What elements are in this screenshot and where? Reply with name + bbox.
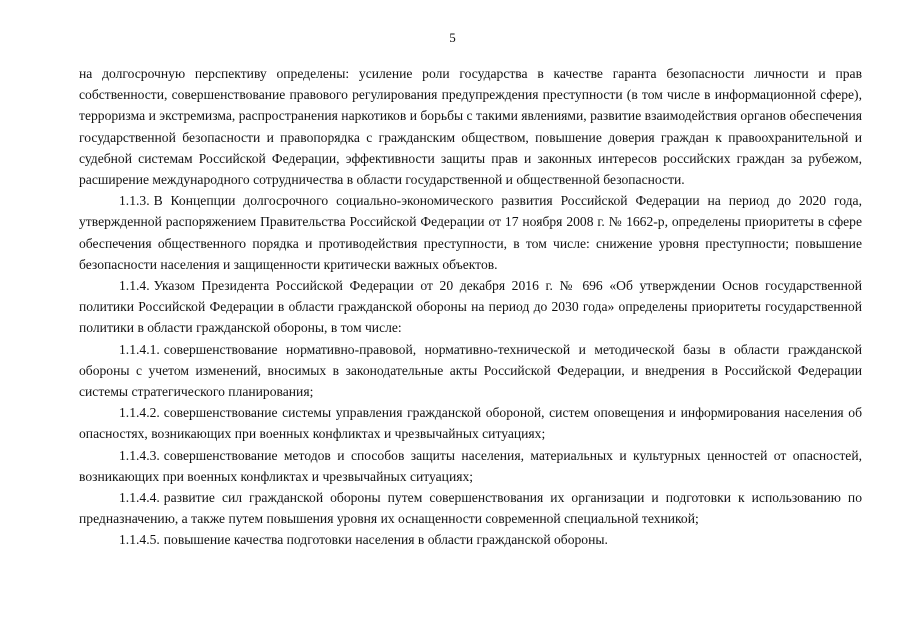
paragraph-text: совершенствование нормативно-правовой, нормативно-технической и методической базы в области гражданской обороны с учетом изменений, вносимых в законодательные акты Российской Федерации, и внедрения в Российской Федерации системы стратегического планирования; (79, 341, 862, 400)
document-body (79, 63, 862, 551)
paragraph-number: 1.1.4.5. (119, 532, 160, 548)
paragraph-text: на долгосрочную перспективу определены: усиление роли государства в качестве гаранта безопасности личности и прав собственности, совершенствование правового регулирования предупреждения преступности (в том числе в информационной сфере), терроризма и экстремизма, распространения наркотиков и борьбы с такими явлениями, развитие взаимодействия органов обеспечения государственной безопасности и правопорядка с гражданским обществом, повышение доверия граждан к правоохранительной и судебной системам Российской Федерации, эффективности защиты прав и законных интересов российских граждан за рубежом, расширение международного сотрудничества в области государственной и общественной безопасности. (79, 66, 862, 188)
paragraph-1-1-4 (79, 275, 862, 339)
paragraph-number: 1.1.4.2. (119, 405, 160, 421)
paragraph-text: совершенствование системы управления гражданской обороной, систем оповещения и информирования населения об опасностях, возникающих при военных конфликтах и чрезвычайных ситуациях; (79, 405, 862, 442)
paragraph-text: Указом Президента Российской Федерации от 20 декабря 2016 г. № 696 «Об утверждении Основ государственной политики Российской Федерации в области гражданской обороны на период до 2030 года» определены приоритеты государственной политики в области гражданской обороны, в том числе: (79, 278, 862, 336)
page-number: 5 (449, 30, 456, 45)
paragraph-1-1-3 (79, 190, 862, 275)
paragraph-number: 1.1.4.1. (119, 341, 160, 357)
paragraph-number: 1.1.4. (119, 278, 150, 294)
paragraph-continuation (79, 63, 862, 190)
paragraph-number: 1.1.4.3. (119, 447, 160, 463)
paragraph-text: В Концепции долгосрочного социально-экономического развития Российской Федерации на период до 2020 года, утвержденной распоряжением Правительства Российской Федерации от 17 ноября 2008 г. № 1662-р, определены приоритеты в сфере обеспечения общественного порядка и противодействия преступности, в том числе: снижение уровня преступности; повышение безопасности населения и защищенности критически важных объектов. (79, 193, 862, 272)
paragraph-text: совершенствование методов и способов защиты населения, материальных и культурных ценностей от опасностей, возникающих при военных конфликтах и чрезвычайных ситуациях; (79, 447, 862, 484)
paragraph-1-1-4-3 (79, 445, 862, 487)
paragraph-1-1-4-4 (79, 487, 862, 529)
paragraph-number: 1.1.4.4. (119, 490, 160, 506)
paragraph-1-1-4-2 (79, 402, 862, 444)
paragraph-text: повышение качества подготовки населения в области гражданской обороны. (163, 532, 608, 548)
paragraph-number: 1.1.3. (119, 193, 150, 209)
paragraph-1-1-4-1 (79, 339, 862, 403)
paragraph-1-1-4-5 (79, 529, 862, 550)
paragraph-text: развитие сил гражданской обороны путем совершенствования их организации и подготовки к использованию по предназначению, а также путем повышения уровня их оснащенности современной специальной техникой; (79, 490, 862, 527)
